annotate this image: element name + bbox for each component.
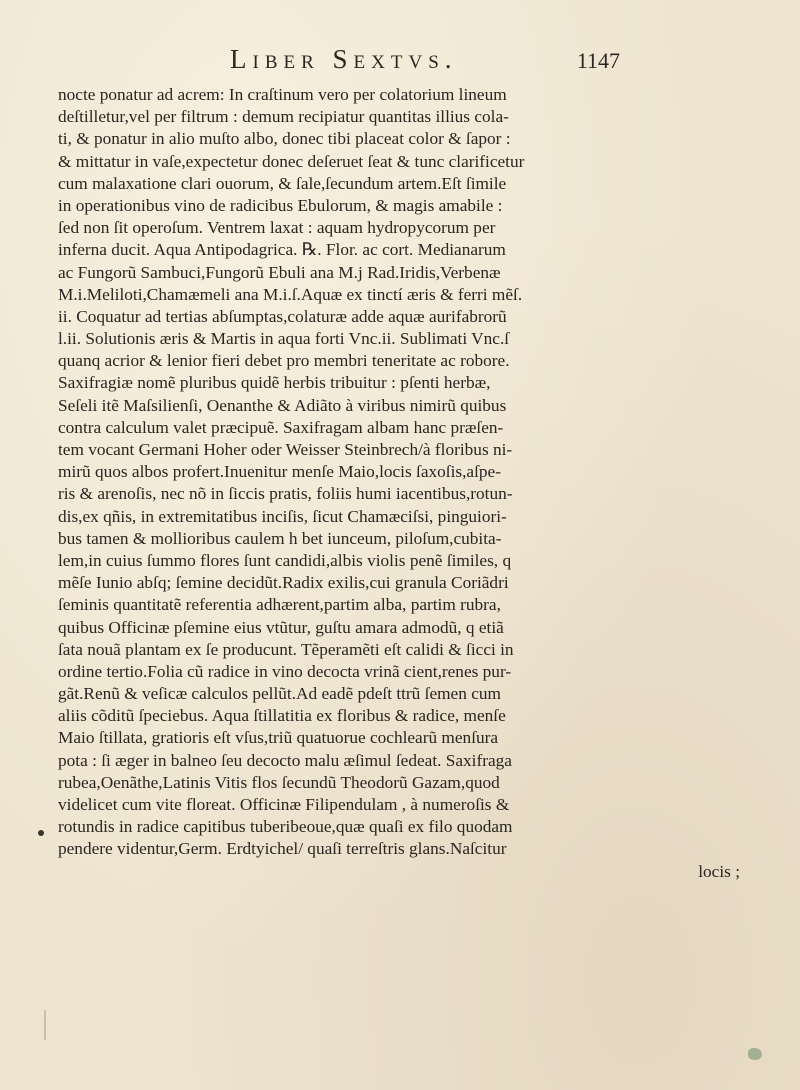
text-line-25: quibus Officinæ pſemine eius vtũtur, guſtu amara admodũ, q etiã <box>58 617 504 637</box>
text-line-32: rubea,Oenãthe,Latinis Vitis flos ſecundũ Theodorũ Gazam,quod <box>58 772 500 792</box>
catchword: locis ; <box>698 861 740 881</box>
text-line-31: pota : ſi æger in balneo ſeu decocto malu æſimul ſedeat. Saxifraga <box>58 750 512 770</box>
text-line-11: ii. Coquatur ad tertias abſumptas,colaturæ adde aquæ aurifabrorũ <box>58 306 507 326</box>
text-line-12: l.ii. Solutionis æris & Martis in aqua forti Vnc.ii. Sublimati Vnc.ſ <box>58 329 510 349</box>
text-line-35: pendere videntur,Germ. Erdtyichel/ quaſi terreſtris glans.Naſcitur <box>58 839 507 859</box>
text-line-10: M.i.Meliloti,Chamæmeli ana M.i.ſ.Aquæ ex tinctí æris & ferri mẽſ. <box>58 284 523 304</box>
text-line-1: nocte ponatur ad acrem: In craſtinum vero per colatorium lineum <box>58 85 507 104</box>
text-line-19: ris & arenoſis, nec nõ in ſiccis pratis, foliis humi iacentibus,rotun- <box>58 484 513 504</box>
text-line-24: ſeminis quantitatẽ referentia adhærent,partim alba, partim rubra, <box>58 595 501 615</box>
text-line-3: ti, & ponatur in alio muſto albo, donec tibi placeat color & ſapor : <box>58 129 511 149</box>
text-line-33: videlicet cum vite floreat. Officinæ Filipendulam , à numeroſis & <box>58 795 510 814</box>
text-line-29: aliis cõditũ ſpeciebus. Aqua ſtillatitia ex floribus & radice, menſe <box>58 706 506 726</box>
text-line-9: ac Fungorũ Sambuci,Fungorũ Ebuli ana M.j Rad.Iridis,Verbenæ <box>58 262 501 282</box>
text-line-4: & mittatur in vaſe,expectetur donec deſeruet ſeat & tunc clarificetur <box>58 151 525 171</box>
text-line-34: rotundis in radice capitibus tuberibeoue,quæ quaſi ex filo quodam <box>58 817 513 837</box>
text-line-23: mẽſe Iunio abſq; ſemine decidũt.Radix exilis,cui granula Coriãdri <box>58 573 509 593</box>
body-text <box>58 84 758 883</box>
text-line-5: cum malaxatione clari ouorum, & ſale,ſecundum artem.Eſt ſimile <box>58 173 507 193</box>
text-line-17: tem vocant Germani Hoher oder Weisser Steinbrech/à floribus ni- <box>58 440 513 459</box>
corner-ink-spot <box>748 1048 762 1060</box>
text-line-2: deſtilletur,vel per filtrum : demum recipiatur quantitas illius cola- <box>58 107 509 127</box>
page-number: 1147 <box>576 48 620 73</box>
text-line-13: quanq acrior & lenior fieri debet pro membri teneritate ac robore. <box>58 351 510 371</box>
text-line-26: ſata nouã plantam ex ſe producunt. Tẽperamẽti eſt calidi & ſicci in <box>58 639 514 659</box>
text-line-8: inferna ducit. Aqua Antipodagrica. ℞. Flor. ac cort. Medianarum <box>58 240 506 260</box>
text-line-15: Seſeli itẽ Maſsilienſi, Oenanthe & Adiãto à viribus nimirũ quibus <box>58 395 507 415</box>
text-line-16: contra calculum valet præcipuẽ. Saxifragam albam hanc præſen- <box>58 417 504 437</box>
text-line-22: lem,in cuius ſummo flores ſunt candidi,albis violis penẽ ſimiles, q <box>58 550 512 570</box>
text-line-27: ordine tertio.Folia cũ radice in vino decocta vrinã cient,renes pur- <box>58 661 512 681</box>
page-header <box>200 40 620 80</box>
text-line-21: bus tamen & mollioribus caulem h bet iunceum, piloſum,cubita- <box>58 528 502 548</box>
text-line-28: gãt.Renũ & veſicæ calculos pellũt.Ad eadẽ pdeſt ttrũ ſemen cum <box>58 684 501 704</box>
margin-bullet-mark <box>38 830 44 836</box>
text-line-7: ſed non ſit operoſum. Ventrem laxat : aquam hydropycorum per <box>58 218 496 238</box>
text-line-30: Maio ſtillata, gratioris eſt vſus,triũ quatuorue cochlearũ menſura <box>58 728 499 748</box>
margin-ink-stain <box>44 1010 46 1040</box>
text-line-18: mirũ quos albos profert.Inuenitur menſe Maio,locis ſaxoſis,aſpe- <box>58 462 501 482</box>
running-head: Liber Sextvs. <box>230 44 458 74</box>
text-line-14: Saxifragiæ nomẽ pluribus quidẽ herbis tribuitur : pſenti herbæ, <box>58 373 491 393</box>
text-line-6: in operationibus vino de radicibus Ebulorum, & magis amabile : <box>58 195 503 215</box>
text-line-20: dis,ex qñis, in extremitatibus inciſis, ſicut Chamæciſsi, pinguiori- <box>58 506 507 526</box>
